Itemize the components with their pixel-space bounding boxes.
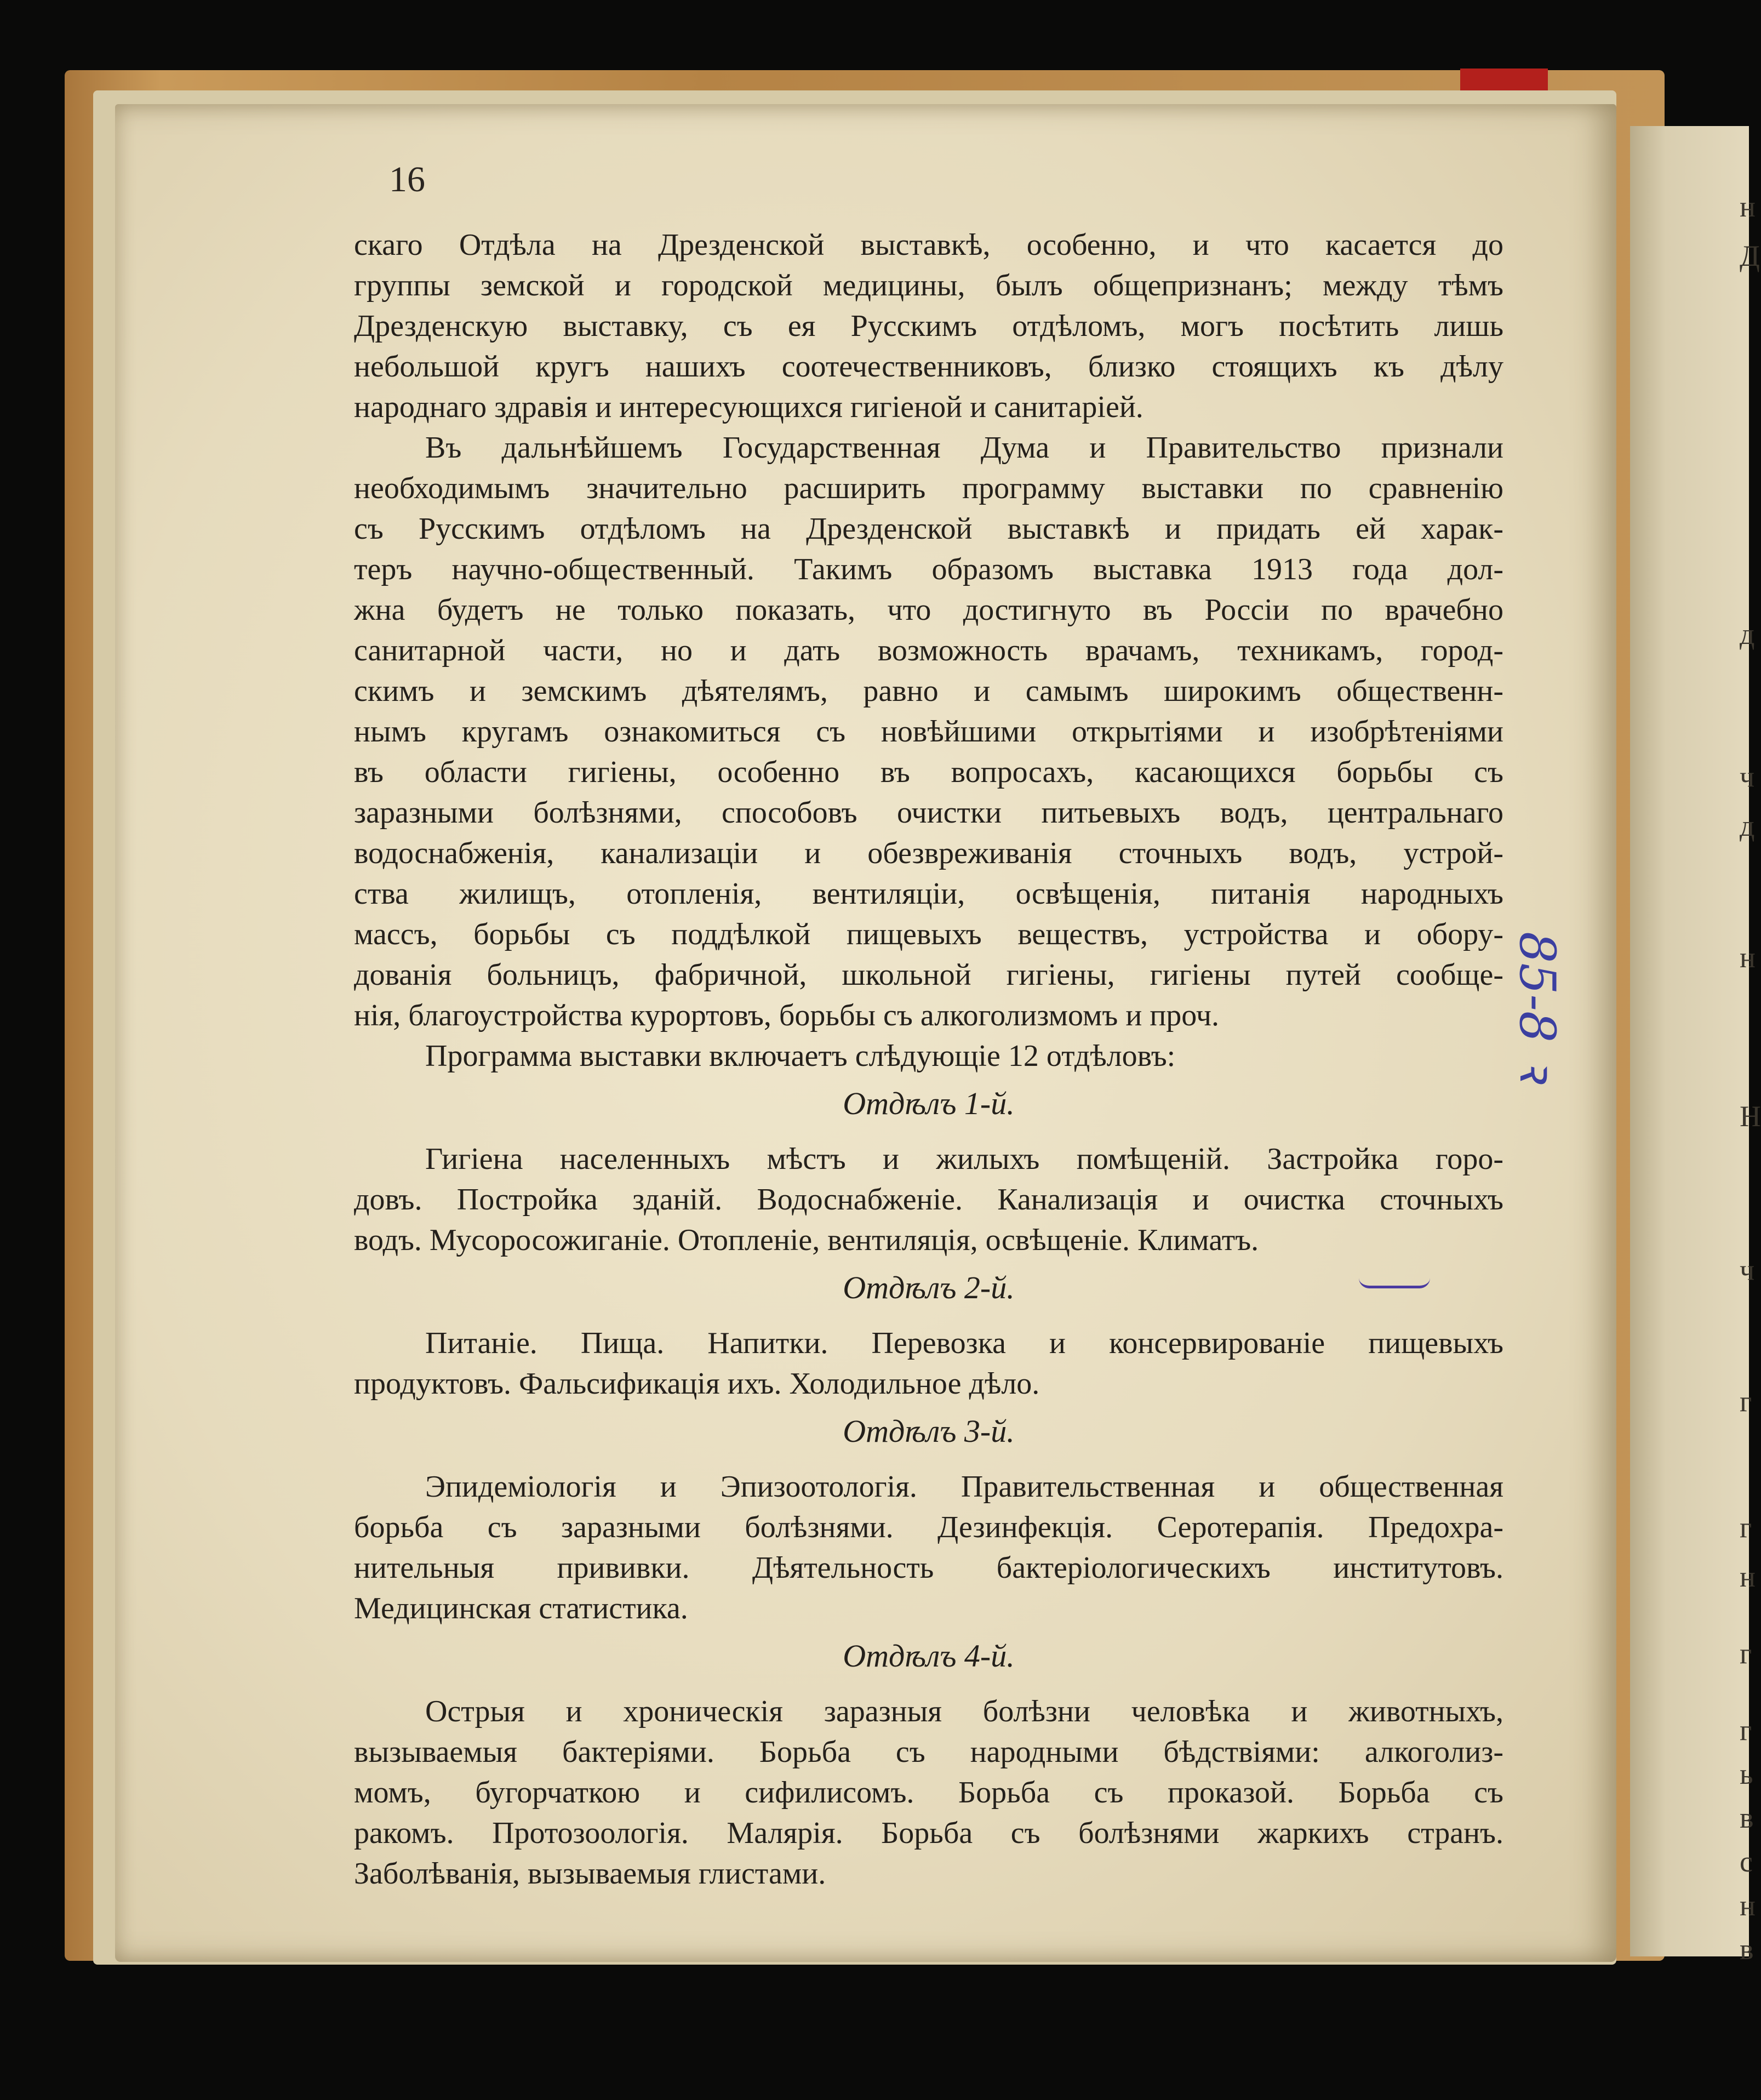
- facing-page-letter: в: [1740, 1801, 1754, 1834]
- facing-page-letter: г: [1740, 1637, 1752, 1670]
- paragraph: [354, 1139, 1503, 1260]
- paragraph: [354, 1691, 1503, 1894]
- paragraph: [354, 1036, 1503, 1076]
- text-line: группы земской и городской медицины, былъ общепризнанъ; между тѣмъ: [354, 269, 1503, 303]
- paragraph: [354, 1323, 1503, 1404]
- facing-page-letter: г: [1740, 1714, 1752, 1747]
- text-line: вызываемыя бактеріями. Борьба съ народными бѣдствіями: алкоголиз-: [354, 1735, 1503, 1769]
- text-line: народнаго здравія и интересующихся гигіеной и санитаріей.: [354, 390, 1143, 424]
- text-line: ракомъ. Протозоологія. Малярія. Борьба съ болѣзнями жаркихъ странъ.: [354, 1816, 1503, 1850]
- facing-page-letter: н: [1740, 941, 1756, 974]
- facing-page-letter: д: [1740, 618, 1755, 650]
- text-line: Программа выставки включаетъ слѣдующіе 12 отдѣловъ:: [425, 1039, 1176, 1073]
- facing-page-letter: н: [1740, 190, 1756, 223]
- text-line: дованія больницъ, фабричной, школьной гигіены, гигіены путей сообще-: [354, 958, 1503, 992]
- facing-page-letter: г: [1740, 1511, 1752, 1544]
- facing-page-letter: ч: [1740, 760, 1755, 793]
- section-heading: Отдѣлъ 4-й.: [843, 1638, 1015, 1674]
- text-line: Дрезденскую выставку, съ ея Русскимъ отдѣломъ, могъ посѣтить лишь: [354, 309, 1503, 343]
- facing-page-letter: ч: [1740, 1253, 1755, 1286]
- text-line: скимъ и земскимъ дѣятелямъ, равно и самымъ широкимъ общественн-: [354, 674, 1503, 708]
- text-line: жна будетъ не только показать, что достигнуто въ Россіи по врачебно: [354, 593, 1503, 627]
- section-heading: Отдѣлъ 3-й.: [843, 1413, 1015, 1449]
- text-line: нія, благоустройства курортовъ, борьбы съ алкоголизмомъ и проч.: [354, 998, 1220, 1032]
- text-line: санитарной части, но и дать возможность врачамъ, техникамъ, город-: [354, 634, 1503, 667]
- facing-page: [1630, 126, 1761, 1966]
- text-line: нымъ кругамъ ознакомиться съ новѣйшими открытіями и изобрѣтеніями: [354, 715, 1503, 749]
- text-line: момъ, бугорчаткою и сифилисомъ. Борьба съ проказой. Борьба съ: [354, 1776, 1503, 1810]
- text-line: нительныя прививки. Дѣятельность бактеріологическихъ институтовъ.: [354, 1551, 1503, 1585]
- text-line: теръ научно-общественный. Такимъ образомъ выставка 1913 года дол-: [354, 552, 1503, 586]
- text-line: съ Русскимъ отдѣломъ на Дрезденской выставкѣ и придать ей харак-: [354, 512, 1503, 546]
- text-line: массъ, борьбы съ поддѣлкой пищевыхъ веществъ, устройства и обору-: [354, 917, 1503, 951]
- text-line: Заболѣванія, вызываемыя глистами.: [354, 1857, 826, 1891]
- text-line: водъ. Мусоросожиганіе. Отопленіе, вентиляція, освѣщеніе. Климатъ.: [354, 1223, 1259, 1257]
- facing-page-letter: н: [1740, 1889, 1756, 1922]
- text-line: необходимымъ значительно расширить программу выставки по сравненію: [354, 471, 1503, 505]
- facing-page-letter: н: [1740, 1560, 1756, 1593]
- paragraph: [354, 225, 1503, 427]
- paragraph: [354, 427, 1503, 1036]
- facing-page-letter: Д: [1740, 239, 1760, 272]
- page-text: [354, 225, 1503, 1894]
- facing-page-letter: в: [1740, 1933, 1754, 1966]
- page-number: 16: [389, 159, 425, 199]
- text-line: Гигіена населенныхъ мѣстъ и жилыхъ помѣщеній. Застройка горо-: [425, 1142, 1503, 1176]
- margin-note-left: 85-8 ꝛ: [1508, 932, 1566, 1082]
- facing-page-letter: д: [1740, 809, 1755, 842]
- text-line: Эпидеміологія и Эпизоотологія. Правительственная и общественная: [425, 1470, 1503, 1504]
- text-line: въ области гигіены, особенно въ вопросахъ, касающихся борьбы съ: [354, 755, 1503, 789]
- facing-page-letter: Н: [1740, 1100, 1761, 1133]
- text-line: ства жилищъ, отопленія, вентиляціи, освѣщенія, питанія народныхъ: [354, 877, 1503, 911]
- text-line: Въ дальнѣйшемъ Государственная Дума и Правительство признали: [425, 431, 1503, 465]
- paragraph: [354, 1466, 1503, 1629]
- text-line: небольшой кругъ нашихъ соотечественниковъ, близко стоящихъ къ дѣлу: [354, 350, 1503, 384]
- text-line: борьба съ заразными болѣзнями. Дезинфекція. Серотерапія. Предохра-: [354, 1510, 1503, 1544]
- text-line: Питаніе. Пища. Напитки. Перевозка и консервированіе пищевыхъ: [425, 1326, 1503, 1360]
- facing-page-letter: ь: [1740, 1757, 1753, 1790]
- section-heading: Отдѣлъ 1-й.: [843, 1086, 1015, 1121]
- section-heading: Отдѣлъ 2-й.: [843, 1270, 1015, 1305]
- pen-underline-mark: [1359, 1278, 1430, 1288]
- text-line: Медицинская статистика.: [354, 1591, 688, 1625]
- text-line: скаго Отдѣла на Дрезденской выставкѣ, особенно, и что касается до: [354, 228, 1503, 262]
- text-line: Острыя и хроническія заразныя болѣзни человѣка и животныхъ,: [425, 1694, 1503, 1728]
- facing-page-letter: с: [1740, 1845, 1753, 1878]
- text-line: водоснабженія, канализаціи и обезвреживанія сточныхъ водъ, устрой-: [354, 836, 1503, 870]
- text-line: заразными болѣзнями, способовъ очистки питьевыхъ водъ, центральнаго: [354, 796, 1503, 830]
- text-line: продуктовъ. Фальсификація ихъ. Холодильное дѣло.: [354, 1367, 1040, 1401]
- facing-page-letter: г: [1740, 1385, 1752, 1418]
- text-line: довъ. Постройка зданій. Водоснабженіе. Канализація и очистка сточныхъ: [354, 1183, 1503, 1217]
